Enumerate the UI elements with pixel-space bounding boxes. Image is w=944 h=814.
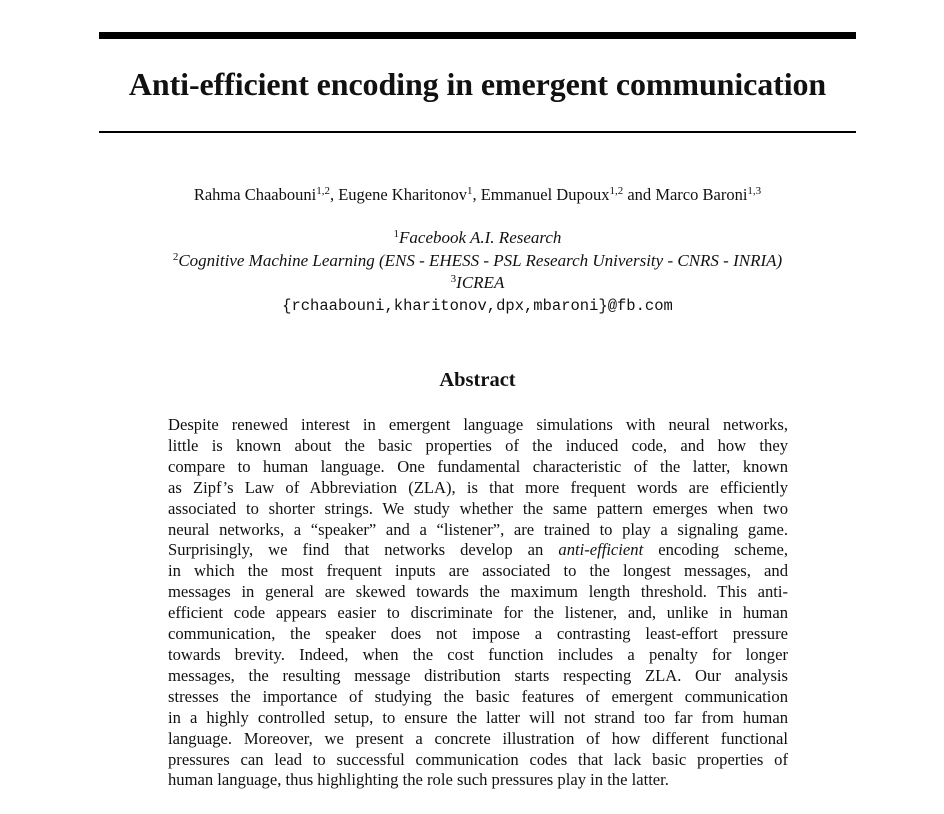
abstract-line: Surprisingly, we find that networks develop an anti-efficient encoding scheme, xyxy=(168,540,788,560)
author: Rahma Chaabouni$^{1,2}$, xyxy=(193,185,339,204)
affiliation: $^1$Facebook A.I. Research xyxy=(393,228,562,247)
affiliation-block xyxy=(99,227,856,317)
abstract-line: neural networks, a “speaker” and a “listener”, are trained to play a signaling game. xyxy=(168,519,788,539)
abstract-line: Despite renewed interest in emergent language simulations with neural networks, xyxy=(168,415,788,434)
abstract-line: messages in general are skewed towards the maximum length threshold. This anti- xyxy=(168,582,788,602)
author-list xyxy=(99,183,856,207)
abstract-line: compare to human language. One fundamental characteristic of the latter, known xyxy=(168,456,788,476)
abstract-line: human language, thus highlighting the role such pressures play in the latter. xyxy=(168,770,669,790)
abstract-line: towards brevity. Indeed, when the cost function includes a penalty for longer xyxy=(168,644,788,664)
author: Eugene Kharitonov$^1$, xyxy=(338,185,481,204)
title-top-rule xyxy=(99,32,856,39)
title-bottom-rule xyxy=(99,131,856,133)
abstract-line: pressures can lead to successful communication codes that lack basic properties of xyxy=(168,749,788,769)
abstract-line: efficient code appears easier to discriminate for the listener, and, unlike in human xyxy=(168,603,788,623)
abstract-line: messages, the resulting message distribution starts respecting ZLA. Our analysis xyxy=(168,665,788,685)
author-email: {rchaabouni,kharitonov,dpx,mbaroni}@fb.com xyxy=(282,296,673,315)
author: Marco Baroni$^{1,3}$ xyxy=(655,185,762,204)
abstract-line: in a highly controlled setup, to ensure the latter will not strand too far from human xyxy=(168,707,788,727)
abstract-line: communication, the speaker does not impose a contrasting least-effort pressure xyxy=(168,624,788,644)
abstract-heading: Abstract xyxy=(439,369,516,391)
author: Emmanuel Dupoux$^{1,2}$ and xyxy=(480,185,656,204)
abstract-body xyxy=(168,415,788,791)
affiliation: $^3$ICREA xyxy=(450,273,505,292)
abstract-line: as Zipf’s Law of Abbreviation (ZLA), is that more frequent words are efficiently xyxy=(168,477,788,497)
abstract-line: in which the most frequent inputs are associated to the longest messages, and xyxy=(168,561,788,581)
abstract-line: language. Moreover, we present a concrete illustration of how different functional xyxy=(168,728,788,748)
abstract-line: little is known about the basic properties of the induced code, and how they xyxy=(168,435,788,455)
abstract-line: stresses the importance of studying the basic features of emergent communication xyxy=(168,686,788,706)
paper-title: Anti-efficient encoding in emergent communication xyxy=(128,66,827,102)
abstract-line: associated to shorter strings. We study whether the same pattern emerges when two xyxy=(168,498,788,518)
affiliation: $^2$Cognitive Machine Learning (ENS - EHESS - PSL Research University - CNRS - INRIA) xyxy=(172,250,783,270)
